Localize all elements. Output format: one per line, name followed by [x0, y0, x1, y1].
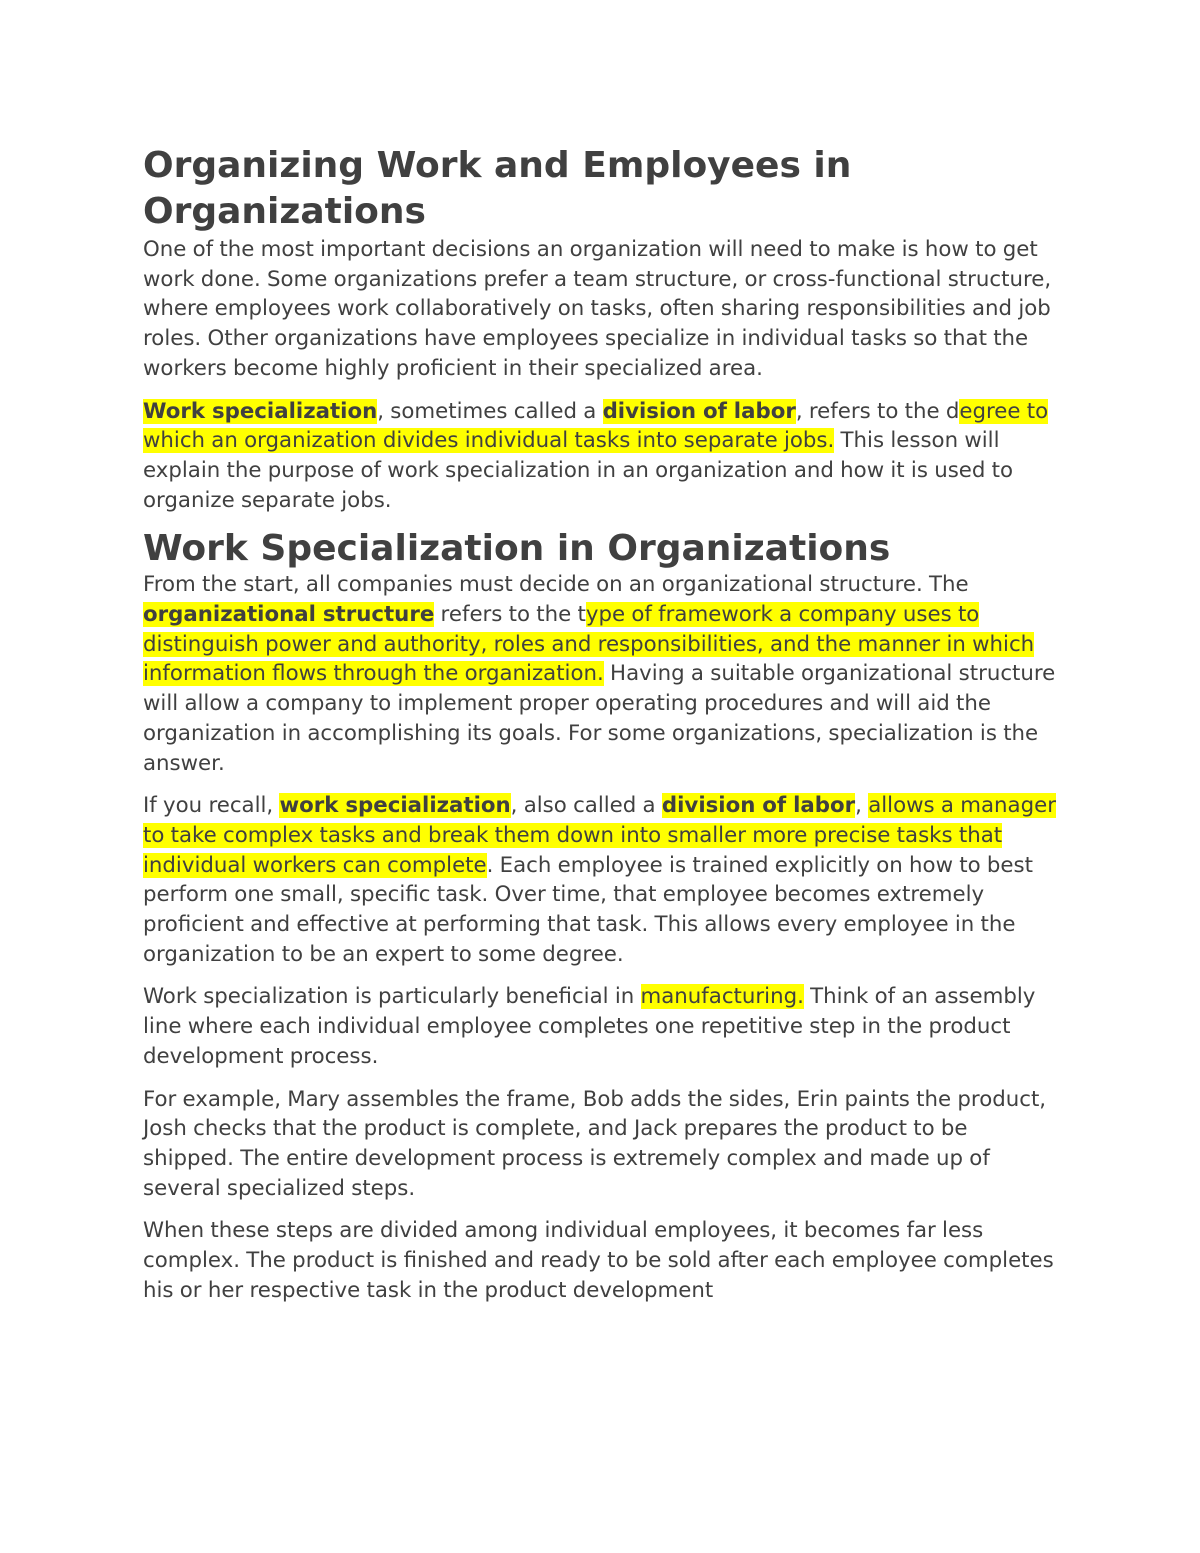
- highlighted-definition: allows a manager to take complex tasks and break them down into smaller more precise tasks that individual workers can complete: [143, 793, 1056, 878]
- text-run: Work specialization is particularly beneficial in: [143, 984, 641, 1010]
- intro-paragraph: One of the most important decisions an organization will need to make is how to get work done. Some organizations prefer a team structure, or cross-functional structure, where employees work collaboratively on tasks, often sharing responsibilities and job roles. Other organizations have employees specialize in individual tasks so that the workers become highly proficient in their specialized area.: [143, 237, 1052, 381]
- highlighted-definition: ype of framework a company uses to distinguish power and authority, roles and responsibilities, and the manner in which information flows through the organization.: [143, 602, 1035, 687]
- document-page: [143, 143, 1063, 1319]
- text-run: ,: [855, 793, 869, 819]
- document-title: Organizing Work and Employees in Organizations: [143, 145, 852, 232]
- text-run: , also called a: [510, 793, 662, 819]
- recall-paragraph: [143, 791, 1063, 969]
- text-run: This lesson will explain the purpose of work specialization in an organization and how it is used to organize separate jobs.: [143, 428, 1014, 513]
- definition-paragraph: [143, 397, 1063, 516]
- text-run: Think of an assembly line where each individual employee completes one repetitive step in the product development process.: [143, 984, 1036, 1069]
- text-run: From the start, all companies must decide on an organizational structure. The: [143, 572, 969, 598]
- highlighted-term-organizational-structure: organizational structure: [143, 602, 435, 628]
- highlighted-term-work-specialization: Work specialization: [143, 398, 378, 424]
- text-run: , sometimes called a: [377, 398, 603, 424]
- text-run: refers to the t: [434, 602, 586, 628]
- text-run: , refers to the d: [795, 398, 960, 424]
- text-run: . Each employee is trained explicitly on how to best perform one small, specific task. Over time, that employee becomes extremely proficient and effective at performing that task. This allows every employee in the organization to be an expert to some degree.: [143, 852, 1033, 967]
- highlighted-term-manufacturing: manufacturing.: [640, 984, 804, 1010]
- manufacturing-paragraph: [143, 982, 1063, 1071]
- highlighted-term-division-of-labor: division of labor: [661, 793, 856, 819]
- text-run: Having a suitable organizational structure will allow a company to implement proper operating procedures and will aid the organization in accomplishing its goals. For some organizations, specialization is the answer.: [143, 661, 1056, 776]
- structure-paragraph: [143, 570, 1063, 778]
- highlighted-definition: egree to which an organization divides individual tasks into separate jobs.: [143, 398, 1049, 454]
- text-run: If you recall,: [143, 793, 280, 819]
- example-paragraph: For example, Mary assembles the frame, Bob adds the sides, Erin paints the product, Josh checks that the product is complete, and Jack prepares the product to be shipped. The entire development process is extremely complex and made up of several specialized steps.: [143, 1086, 1047, 1201]
- highlighted-term-division-of-labor: division of labor: [602, 398, 796, 424]
- section-heading: Work Specialization in Organizations: [143, 528, 891, 570]
- closing-paragraph: When these steps are divided among individual employees, it becomes far less complex. The product is finished and ready to be sold after each employee completes his or her respective task in the product development: [143, 1218, 1054, 1303]
- highlighted-term-work-specialization: work specialization: [279, 793, 511, 819]
